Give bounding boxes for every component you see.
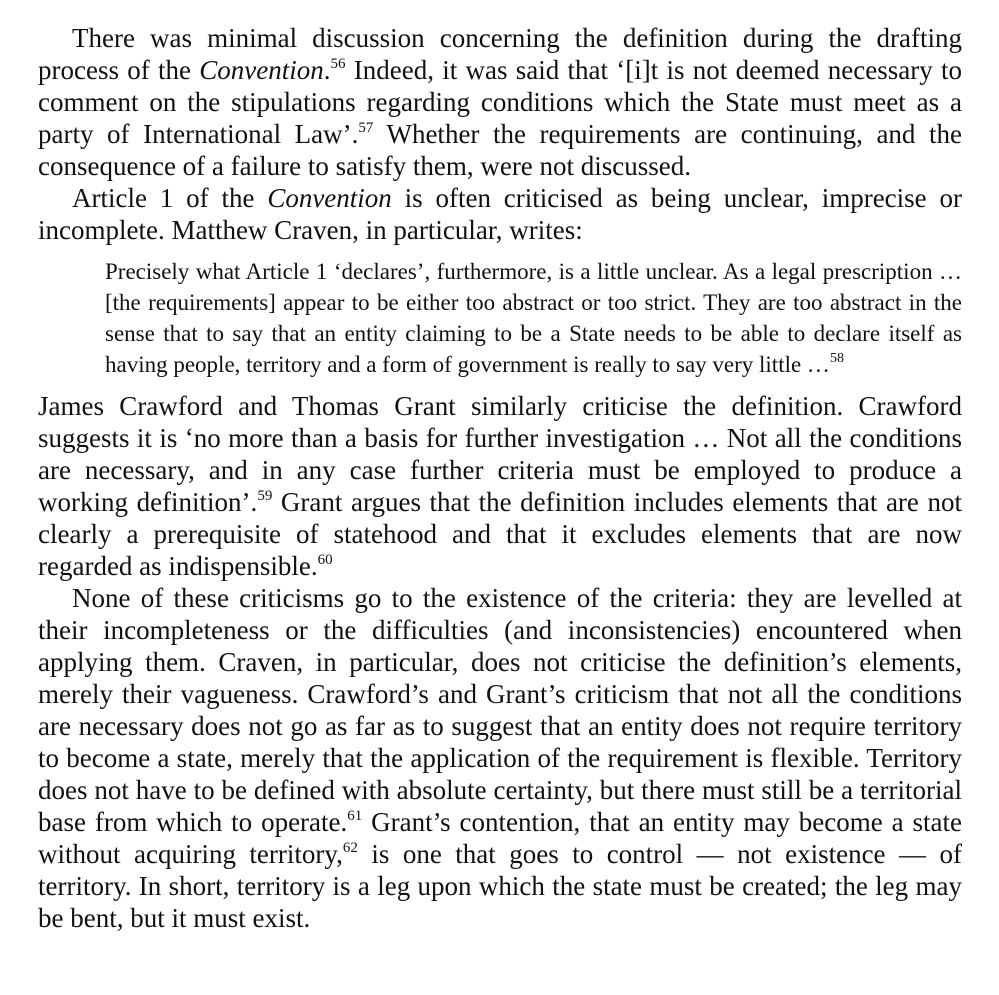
paragraph-crawford-grant xyxy=(38,390,962,582)
block-quote-craven xyxy=(105,256,962,380)
text-run: Indeed, it was said that ‘[i]t is not deemed necessary to comment on the stipulations regarding conditions which the State must meet as a party of International Law’. xyxy=(38,55,962,149)
footnote-ref-62[interactable]: 62 xyxy=(342,840,358,856)
document-page xyxy=(38,22,962,934)
footnote-ref-60[interactable]: 60 xyxy=(317,552,333,568)
text-run: There was minimal discussion concerning the definition during the drafting process of the xyxy=(38,23,962,85)
convention-title: Convention xyxy=(267,183,392,213)
text-run: Grant argues that the definition includes elements that are not clearly a prerequisite of statehood and that it excludes elements that are now regarded as indispensible. xyxy=(38,487,963,581)
text-run: Whether the requirements are continuing, and the consequence of a failure to satisfy them, were not discussed. xyxy=(38,119,962,181)
footnote-ref-56[interactable]: 56 xyxy=(330,56,346,72)
text-run: Article 1 of the xyxy=(72,183,268,213)
footnote-ref-57[interactable]: 57 xyxy=(358,120,374,136)
paragraph-drafting-history xyxy=(38,22,962,182)
footnote-ref-59[interactable]: 59 xyxy=(257,488,273,504)
paragraph-article-1-criticism xyxy=(38,182,962,246)
convention-title: Convention xyxy=(199,55,324,85)
footnote-ref-58[interactable]: 58 xyxy=(829,351,844,367)
text-run: is often criticised as being unclear, imprecise or incomplete. Matthew Craven, in particular, writes: xyxy=(38,183,962,245)
footnote-ref-61[interactable]: 61 xyxy=(347,808,363,824)
text-run: . xyxy=(323,55,331,85)
text-run: Grant’s contention, that an entity may become a state without acquiring territory, xyxy=(38,807,962,869)
text-run: James Crawford and Thomas Grant similarly criticise the definition. Crawford suggests it is ‘no more than a basis for further investigation … Not all the conditions are necessary, and in any case further criteria must be employed to produce a working definition’. xyxy=(38,391,962,517)
text-run: None of these criticisms go to the existence of the criteria: they are levelled at their incompleteness or the difficulties (and inconsistencies) encountered when applying them. Craven, in particular, does not criticise the definition’s elements, merely their vagueness. Crawford’s and Grant’s criticism that not all the conditions are necessary does not go as far as to suggest that an entity does not require territory to become a state, merely that the application of the requirement is flexible. Territory does not have to be defined with absolute certainty, but there must still be a territorial base from which to operate. xyxy=(38,583,962,837)
paragraph-criticisms-analysis xyxy=(38,582,962,934)
quote-text: Precisely what Article 1 ‘declares’, furthermore, is a little unclear. As a legal prescription … [the requirements] appear to be either too abstract or too strict. They are too abstract in the sense that to say that an entity claiming to be a State needs to be able to declare itself as having people, territory and a form of government is really to say very little … xyxy=(105,259,962,377)
text-run: is one that goes to control — not existence — of territory. In short, territory is a leg upon which the state must be created; the leg may be bent, but it must exist. xyxy=(38,839,962,933)
